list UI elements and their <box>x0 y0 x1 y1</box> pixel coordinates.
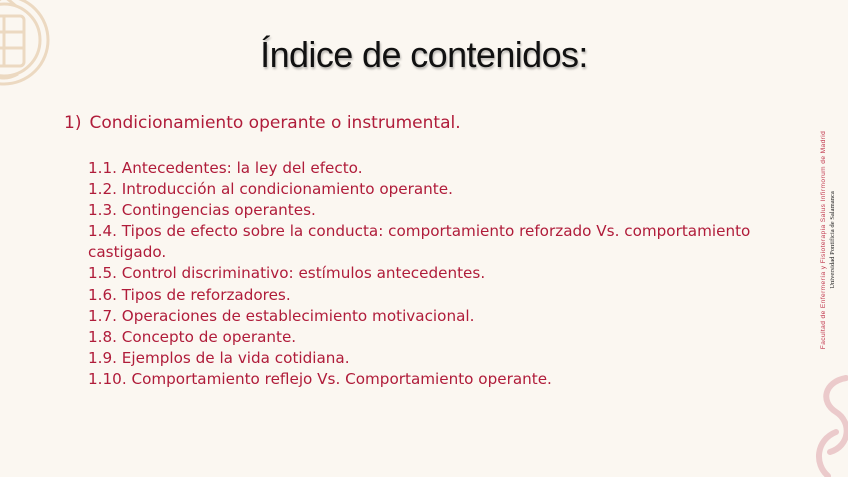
list-item: 1.2. Introducción al condicionamiento operante. <box>88 180 453 199</box>
list-item: 1.3. Contingencias operantes. <box>88 201 316 220</box>
contents-list <box>88 158 778 390</box>
slide-title: Índice de contenidos: <box>260 34 588 75</box>
decorative-swirl-icon <box>806 372 848 477</box>
university-name: Universidad Pontificia de Salamanca <box>829 191 836 289</box>
list-item: 1.4. Tipos de efecto sobre la conducta: comportamiento reforzado Vs. comportamiento castigado. <box>88 222 751 262</box>
list-item: 1.8. Concepto de operante. <box>88 327 297 346</box>
list-item: 1.10. Comportamiento reflejo Vs. Comportamiento operante. <box>88 369 552 388</box>
faculty-name: Facultad de Enfermería y Fisioterapia Salus Infirmorum de Madrid <box>820 130 827 350</box>
institution-branding <box>813 112 843 368</box>
list-item: 1.5. Control discriminativo: estímulos antecedentes. <box>88 264 486 283</box>
list-item: 1.9. Ejemplos de la vida cotidiana. <box>88 348 350 367</box>
list-item: 1.1. Antecedentes: la ley del efecto. <box>88 159 363 177</box>
section-label: Condicionamiento operante o instrumental. <box>89 113 461 133</box>
section-number: 1) <box>64 113 82 133</box>
section-heading <box>64 113 461 133</box>
list-item: 1.7. Operaciones de establecimiento motivacional. <box>88 306 475 325</box>
list-item: 1.6. Tipos de reforzadores. <box>88 285 291 304</box>
